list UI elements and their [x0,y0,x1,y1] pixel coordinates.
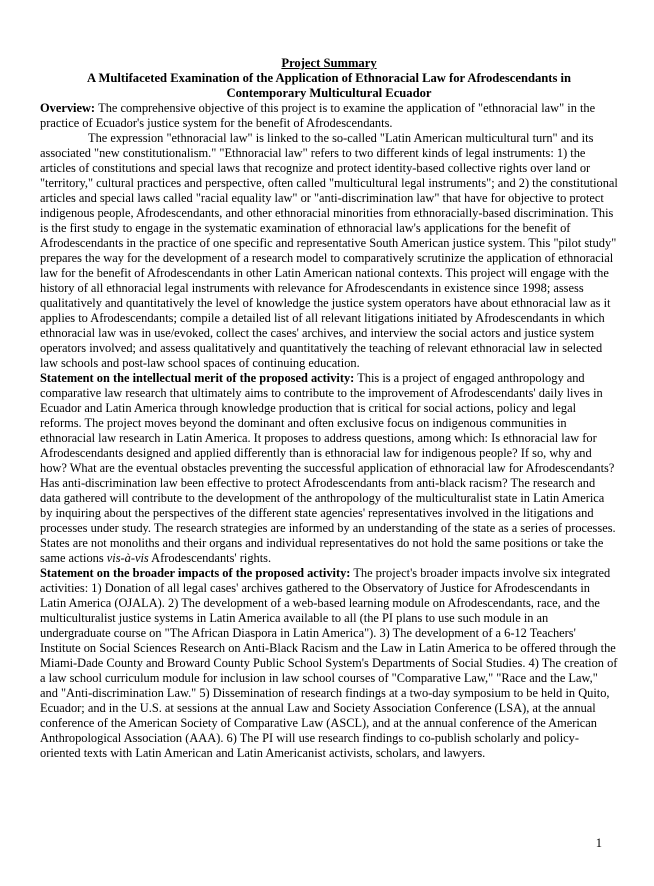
title-line-1: A Multifaceted Examination of the Application of Ethnoracial Law for Afrodescendants in [86,71,572,85]
merit-text-end: Afrodescendants' rights. [151,551,272,565]
merit-paragraph [40,371,618,566]
overview-heading: Overview [40,101,91,115]
page-number: 1 [595,836,602,850]
impacts-paragraph [40,566,618,761]
overview-paragraph: Overview: The comprehensive objective of this project is to examine the application of "ethnoracial law" in the practice of Ecuador's justice system for the benefit of Afrodescendants. [40,101,596,130]
impacts-text: The project's broader impacts involve six integrated activities: 1) Donation of all legal cases' archives gathered to the Observatory of Justice for Afrodescendants in Latin America (OJALA). 2) The development of a web-based learning module on Afrodescendants, race, and the multiculturalist justice systems in Latin America available to all (the PI plans to use such module in an undergraduate course on "The African Diaspora in Latin America"). 3) The development of a 6-12 Teachers' Institute on Social Sciences Research on Anti-Black Racism and the Law in Latin America to be offered through the Miami-Dade County and Broward County Public School System's Departments of Social Studies. 4) The creation of a law school curriculum module for inclusion in law school courses of "Comparative Law," "Race and the Law," and "Anti-discrimination Law." 5) Dissemination of research findings at a two-day symposium to be held in Quito, Ecuador; and in the U.S. at sessions at the annual Law and Society Association Conference (LSA), at the annual conference of the American Society of Comparative Law (ASCL), and at the annual conference of the American Anthropological Association (AAA). 6) The PI will use research findings to co-publish scholarly and policy-oriented texts with Latin American and Latin Americanist activists, scholars, and lawyers. [40,566,618,760]
overview-text: The comprehensive objective of this project is to examine the application of "ethnoracial law" in the practice of Ecuador's justice system for the benefit of Afrodescendants. [40,101,596,130]
summary-label: Project Summary [281,56,377,70]
merit-italic: vis-à-vis [106,551,149,565]
merit-text: This is a project of engaged anthropology and comparative law research that ultimately aims to contribute to the improvement of Afrodescendants' daily lives in Ecuador and Latin America through knowledge production that is critical for social actions, policy and legal reforms. The project moves beyond the dominant and often exclusive focus on indigenous communities in ethnoracial law research in Latin America. It proposes to address questions, among which: Is ethnoracial law for Afrodescendants designed and applied differently than is ethnoracial law for indigenous people? If so, why and how? What are the eventual obstacles preventing the successful application of ethnoracial law for Afrodescendants? Has anti-discrimination law been effective to protect Afrodescendants from anti-black racism? The research and data gathered will contribute to the development of the anthropology of the multiculturalist state in Latin America by inquiring about the perspectives of the different state agencies' representatives involved in the litigations and processes under study. The research strategies are informed by an understanding of the state as a series of processes. States are not monoliths and their organs and individual representatives do not hold the same positions or take the same actions [40,371,616,565]
merit-heading: Statement on the intellectual merit of the proposed activity: [40,371,355,385]
document-page [40,56,618,761]
ethnoracial-law-paragraph: The expression "ethnoracial law" is linked to the so-called "Latin American multicultural turn" and its associated "new constitutionalism." "Ethnoracial law" refers to two different kinds of legal instruments: 1) the articles of constitutions and special laws that recognize and protect identity-based collective rights over land or "territory," cultural practices and perspective, often called "multicultural legal instruments"; and 2) the constitutional articles and special laws called "racial equality law" or "anti-discrimination law" that have for objective to protect indigenous people, Afrodescendants, and other ethnoracial minorities from ethnoracially-based discrimination. This is the first study to engage in the systematic examination of ethnoracial law's applications for the benefit of Afrodescendants in the practice of one specific and representative South American justice system. This "pilot study" prepares the way for the development of a research model to comparatively scrutinize the application of ethnoracial law for the benefit of Afrodescendants in other Latin American national contexts. This project will engage with the history of all ethnoracial legal instruments with relevance for Afrodescendants in existence since 1998; assess qualitatively and quantitatively the level of knowledge the justice system operators have about ethnoracial law as it applies to Afrodescendants; compile a detailed list of all relevant litigations initiated by Afrodescendants in which ethnoracial law was in use/evoked, collect the cases' archives, and interview the social actors and justice system operators involved; and assess qualitatively and quantitatively the teaching of relevant ethnoracial law in selected law schools and post-law school spaces of continuing education. [40,131,618,370]
impacts-heading: Statement on the broader impacts of the proposed activity: [40,566,351,580]
title-line-2: Contemporary Multicultural Ecuador [226,86,432,100]
